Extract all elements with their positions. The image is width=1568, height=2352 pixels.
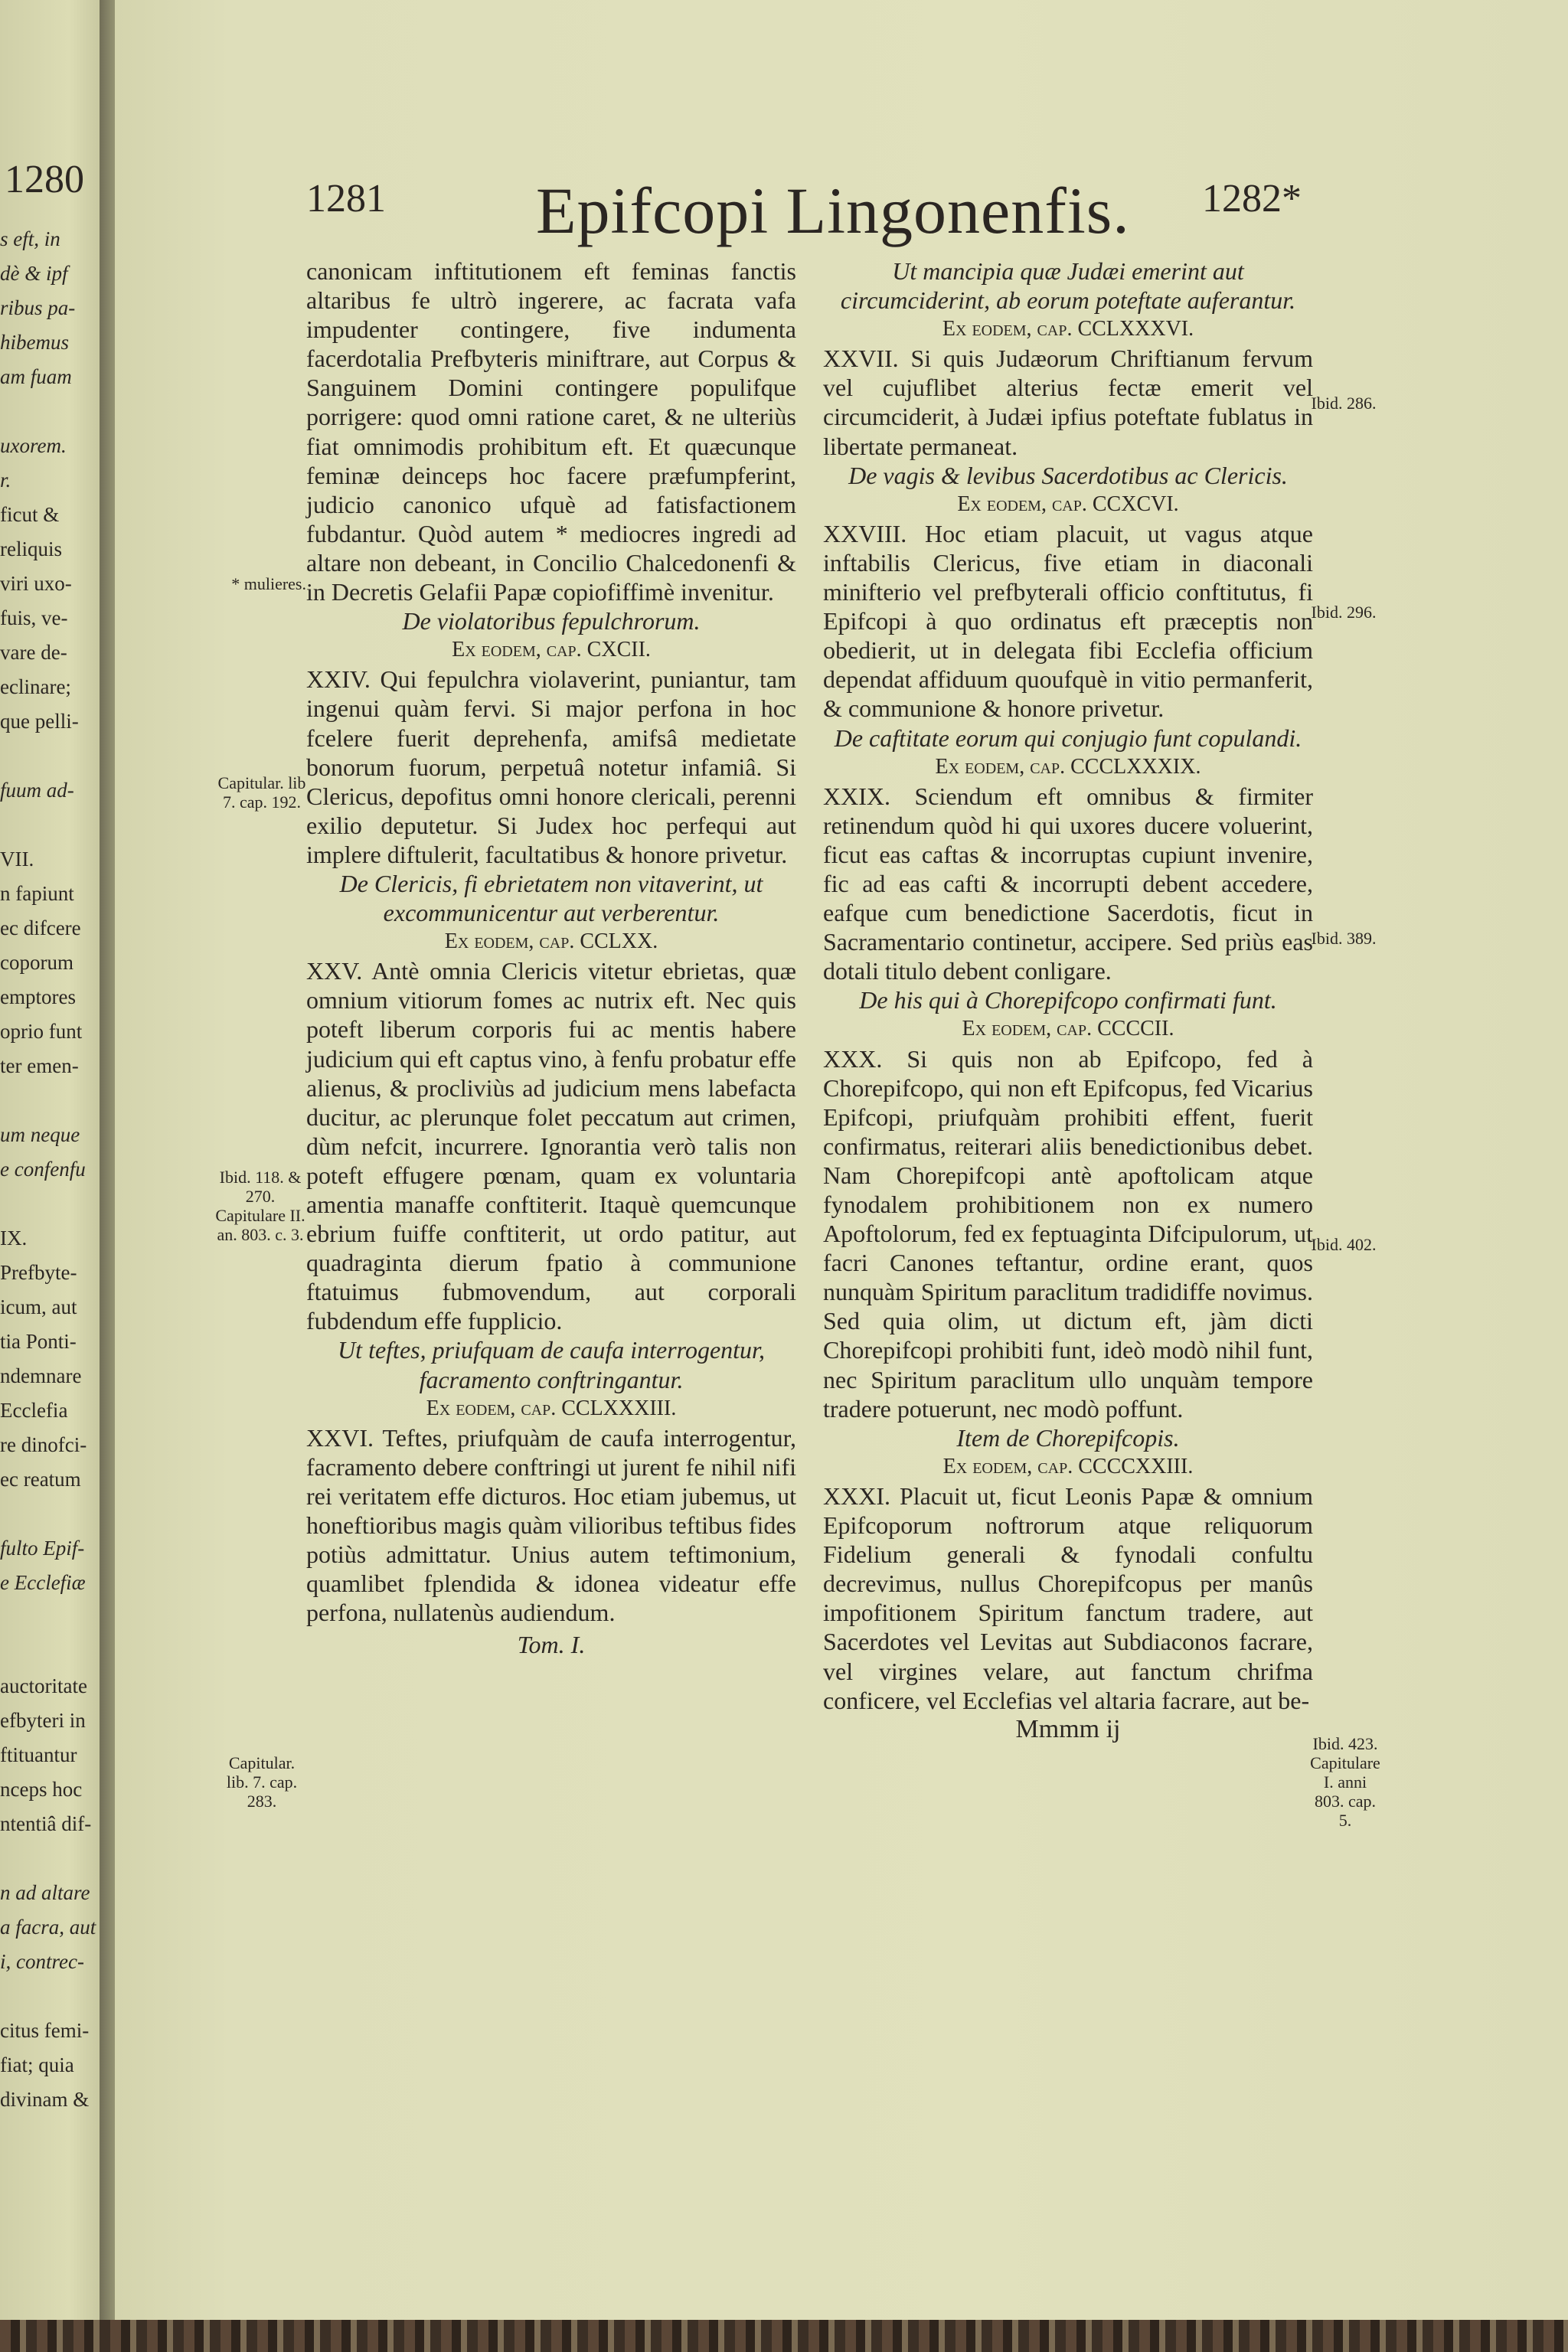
left-page-number: 1281 xyxy=(306,177,386,220)
chapter-heading-24: De violatoribus fepulchrorum. xyxy=(402,607,701,635)
chapter-source-25: Ex eodem, cap. CCLXX. xyxy=(444,929,658,954)
chapter-heading-29: De caftitate eorum qui conjugio funt copulandi. xyxy=(834,724,1302,752)
previous-page-line: coporum xyxy=(0,951,74,974)
margin-note-ibid-118: Ibid. 118. & 270. Capitulare II. an. 803. c. 3. xyxy=(215,1168,305,1244)
previous-page-line: divinam & xyxy=(0,2088,90,2111)
previous-page-line: n fapiunt xyxy=(0,882,74,905)
previous-page-number: 1280 xyxy=(5,158,84,201)
margin-note-capitular-24: Capitular. lib 7. cap. 192. xyxy=(217,773,306,812)
previous-page-line: fiat; quia xyxy=(0,2053,74,2076)
chapter-number-30: XXX. xyxy=(823,1044,883,1073)
chapter-heading-30: De his qui à Chorepifcopo confirmati funt. xyxy=(859,986,1277,1014)
chapter-27 xyxy=(823,344,1313,460)
chapter-number-26: XXVI. xyxy=(306,1423,374,1452)
previous-page-line: IX. xyxy=(0,1227,28,1250)
previous-page-line: ftituantur xyxy=(0,1743,77,1766)
chapter-28 xyxy=(823,519,1313,724)
previous-page-line: ficut & xyxy=(0,503,60,526)
paragraph-continued: canonicam inftitutionem eft feminas fanctis altaribus fe ultrò ingerere, ac facrata vafa impudenter contingere, five indumenta facerdotalia Prefbyteris miniftrare, aut Corpus & Sanguinem Domini contingere populifque porrigere: quod omni ratione caret, & ne ulteriùs fiat omnimodis prohibitum eft. Et quæcunque feminæ deinceps hoc facere præfumpferint, judicio canonico ufquè ad fatisfactionem fubdantur. Quòd autem * mediocres ingredi ad altare non debeant, in Concilio Chalcedonenfi & in Decretis Gelafii Papæ copiofiffimè invenitur. xyxy=(306,257,796,606)
right-column xyxy=(823,256,1313,1744)
previous-page-line: emptores xyxy=(0,985,76,1008)
margin-note-mulieres: * mulieres. xyxy=(231,574,306,593)
chapter-30 xyxy=(823,1044,1313,1423)
previous-page-line xyxy=(0,739,115,773)
chapter-heading-25: De Clericis, fi ebrietatem non vitaverint, ut excommunicentur aut verberentur. xyxy=(339,869,763,927)
chapter-source-26: Ex eodem, cap. CCLXXXIII. xyxy=(426,1396,677,1420)
previous-page-line: uxorem. xyxy=(0,434,67,457)
chapter-text-31: Placuit ut, ficut Leonis Papæ & omnium Epifcoporum noftrorum atque reliquorum Fidelium generali & fynodali confultu decrevimus, nullus Chorepifcopus per manûs impofitionem Spiritum fanctum tradere, aut Sacerdotes vel Levitas aut Subdiaconos facrare, vel virgines velare, aut fanctum chrifma conficere, vel Ecclefias vel altaria facrare, aut be- xyxy=(823,1481,1314,1714)
previous-page-line: i, contrec- xyxy=(0,1950,84,1973)
chapter-source-31: Ex eodem, cap. CCCCXXIII. xyxy=(942,1454,1194,1478)
previous-page-line: s eft, in xyxy=(0,227,60,250)
previous-page-line: ec reatum xyxy=(0,1468,81,1491)
chapter-number-27: XXVII. xyxy=(823,345,899,373)
previous-page-line: reliquis xyxy=(0,537,62,560)
chapter-number-28: XXVIII. xyxy=(823,519,907,547)
catchword-volume: Tom. I. xyxy=(517,1631,586,1659)
signature-mark: Mmmm ij xyxy=(1015,1714,1121,1743)
chapter-31 xyxy=(823,1481,1313,1715)
margin-note-capitular-26: Capitular. lib. 7. cap. 283. xyxy=(226,1753,298,1811)
margin-note-ibid-423: Ibid. 423. Capitulare I. anni 803. cap. 5. xyxy=(1310,1734,1380,1830)
background-carpet xyxy=(0,2320,1568,2352)
chapter-source-30: Ex eodem, cap. CCCCII. xyxy=(962,1017,1174,1041)
previous-page-line: citus femi- xyxy=(0,2019,90,2042)
previous-page-line: tia Ponti- xyxy=(0,1330,77,1353)
previous-page-line: fuum ad- xyxy=(0,779,74,802)
previous-page-line xyxy=(0,1841,115,1876)
previous-page-line: n ad altare xyxy=(0,1881,90,1904)
previous-page-line: am fuam xyxy=(0,365,72,388)
chapter-25 xyxy=(306,956,796,1335)
previous-page-line: ribus pa- xyxy=(0,296,76,319)
chapter-text-26: Teftes, priufquàm de caufa interrogentur, facramento debere conftringi ut jurent fe nihil nifi rei veritatem effe dicturos. Hoc etiam jubemus, ut honeftioribus magis quàm vilioribus teftibus fides potiùs admittatur. Unius autem teftimonium, quamlibet fplendida & idonea videatur effe perfona, nullatenùs audiendum. xyxy=(306,1423,797,1627)
chapter-heading-31: Item de Chorepifcopis. xyxy=(956,1423,1180,1452)
previous-page-line: Ecclefia xyxy=(0,1399,68,1422)
previous-page-line: ndemnare xyxy=(0,1364,82,1387)
previous-page-line xyxy=(0,394,115,429)
chapter-heading-28: De vagis & levibus Sacerdotibus ac Clericis. xyxy=(848,461,1288,489)
chapter-heading-26: Ut teftes, priufquam de caufa interrogentur, facramento conftringantur. xyxy=(338,1336,765,1393)
chapter-text-30: Si quis non ab Epifcopo, fed à Chorepifcopo, qui non eft Epifcopus, fed Vicarius Epifcopi, priufquàm prohibiti effent, fuerit confirmatus, reiterari aliis benedictionibus debet. Nam Chorepifcopi antè apoftolicam atque fynodalem prohibitionem non ex numero Apoftolorum, fed ex feptuaginta Difcipulorum, ut facri Canones teftantur, ordine erant, quos nunquàm Spiritum paraclitum tradidiffe novimus. Sed quia olim, ut dictum eft, jàm dicti Chorepifcopi prohibiti funt, ideò modò nihil funt, nec Spiritum paraclitum ullo unquàm tempore tradere potuerunt, nec modò poffunt. xyxy=(823,1044,1314,1423)
previous-page-line: um neque xyxy=(0,1123,80,1146)
margin-note-ibid-286: Ibid. 286. xyxy=(1311,394,1377,413)
chapter-number-29: XXIX. xyxy=(823,782,890,810)
chapter-heading-27: Ut mancipia quæ Judæi emerint aut circumciderint, ab eorum poteftate auferantur. xyxy=(840,257,1296,315)
previous-page-line: oprio funt xyxy=(0,1020,83,1043)
page-title: Epifcopi Lingonenfis. xyxy=(536,174,1130,247)
previous-page-line: eclinare; xyxy=(0,675,71,698)
previous-page-line: fuis, ve- xyxy=(0,606,68,629)
previous-page-line: dè & ipf xyxy=(0,262,68,285)
chapter-number-24: XXIV. xyxy=(306,665,371,694)
chapter-29 xyxy=(823,782,1313,986)
left-column xyxy=(306,256,796,1660)
previous-page-line xyxy=(0,1635,115,1669)
previous-page-line: icum, aut xyxy=(0,1295,77,1318)
margin-note-ibid-296: Ibid. 296. xyxy=(1311,603,1377,622)
chapter-text-27: Si quis Judæorum Chriftianum fervum vel cujuflibet alterius fectæ emerit vel circumciderit, à Judæi ipfius poteftate fublatus in libertate permaneat. xyxy=(823,345,1314,460)
previous-page-line: r. xyxy=(0,469,11,492)
previous-page-line xyxy=(0,1600,115,1635)
previous-page-line: ter emen- xyxy=(0,1054,79,1077)
chapter-24 xyxy=(306,665,796,869)
margin-note-ibid-402: Ibid. 402. xyxy=(1311,1235,1377,1254)
chapter-source-24: Ex eodem, cap. CXCII. xyxy=(452,638,651,662)
chapter-text-29: Sciendum eft omnibus & firmiter retinendum quòd hi qui uxores ducere voluerint, ficut eas caftas & incorruptas cupiunt invenire, fic ad eas cafti & incorrupti debent accedere, eafque cum benedictione Sacerdotis, ficut in Sacramentario continetur, accipere. Sed priùs eas dotali titulo debent conligare. xyxy=(823,782,1313,985)
chapter-number-25: XXV. xyxy=(306,957,363,985)
chapter-number-31: XXXI. xyxy=(823,1481,890,1510)
right-page-number: 1282* xyxy=(1202,177,1302,220)
previous-page-edge xyxy=(0,0,115,2320)
previous-page-line: auctoritate xyxy=(0,1674,87,1697)
previous-page-line xyxy=(0,1497,115,1531)
previous-page-line: efbyteri in xyxy=(0,1709,86,1732)
previous-page-line xyxy=(0,1187,115,1221)
previous-page-line: fulto Epif- xyxy=(0,1537,85,1560)
chapter-26 xyxy=(306,1423,796,1628)
previous-page-line: que pelli- xyxy=(0,710,79,733)
chapter-text-28: Hoc etiam placuit, ut vagus atque inftabilis Clericus, five etiam in diaconali minifterio vel prefbyterali officio conftitutus, fi Epifcopi à quo ordinatus eft præceptis non obedierit, ut in delegata fibi Ecclefia officium dependat affiduum quoufquè in vitio permanferit, & communione & honore privetur. xyxy=(823,519,1314,723)
previous-page-line: VII. xyxy=(0,848,34,871)
previous-page-line: re dinofci- xyxy=(0,1433,87,1456)
previous-page-line: vare de- xyxy=(0,641,67,664)
chapter-source-29: Ex eodem, cap. CCCLXXXIX. xyxy=(935,754,1201,779)
previous-page-line xyxy=(0,808,115,842)
previous-page-line: hibemus xyxy=(0,331,69,354)
previous-page-line: e Ecclefiæ xyxy=(0,1571,86,1594)
previous-page-line: a facra, aut xyxy=(0,1916,96,1939)
previous-page-text xyxy=(0,222,115,2117)
previous-page-line xyxy=(0,1979,115,2014)
chapter-text-25: Antè omnia Clericis vitetur ebrietas, quæ omnium vitiorum fomes ac nutrix eft. Nec quis poteft liberum corporis fui ac mentis habere judicium qui eft captus vino, à fenfu probatur effe alienus, & procliviùs ad judicium mens labefacta ducitur, ac plerunque folet peccatum aut crimen, dùm nefcit, incurrere. Ignorantia verò talis non poteft effugere pœnam, quam ex voluntaria amentia manaffe conftiterit. Itaquè quemcunque ebrium fuiffe conftiterit, ut ordo patitur, aut quadraginta dierum fpatio à communione ftatuimus fubmovendum, aut corporali fubdendum effe fupplicio. xyxy=(306,957,797,1335)
chapter-source-28: Ex eodem, cap. CCXCVI. xyxy=(957,492,1179,516)
previous-page-line: ntentiâ dif- xyxy=(0,1812,92,1835)
chapter-text-24: Qui fepulchra violaverint, puniantur, tam ingenui quàm fervi. Si major perfona in hoc fcelere fuerit deprehenfa, amifsâ medietate bonorum fuorum, perpetuâ notetur infamiâ. Si Clericus, depofitus omni honore clericali, perenni exilio deputetur. Si Judex hoc perfequi aut implere diftulerit, facultatibus & honore privetur. xyxy=(306,665,796,868)
margin-note-ibid-389: Ibid. 389. xyxy=(1311,929,1377,948)
previous-page-line: viri uxo- xyxy=(0,572,72,595)
previous-page-line xyxy=(0,1083,115,1118)
previous-page-line: e confenfu xyxy=(0,1158,86,1181)
previous-page-line: nceps hoc xyxy=(0,1778,83,1801)
previous-page-line: Prefbyte- xyxy=(0,1261,77,1284)
chapter-source-27: Ex eodem, cap. CCLXXXVI. xyxy=(942,317,1194,341)
previous-page-line: ec difcere xyxy=(0,916,81,939)
